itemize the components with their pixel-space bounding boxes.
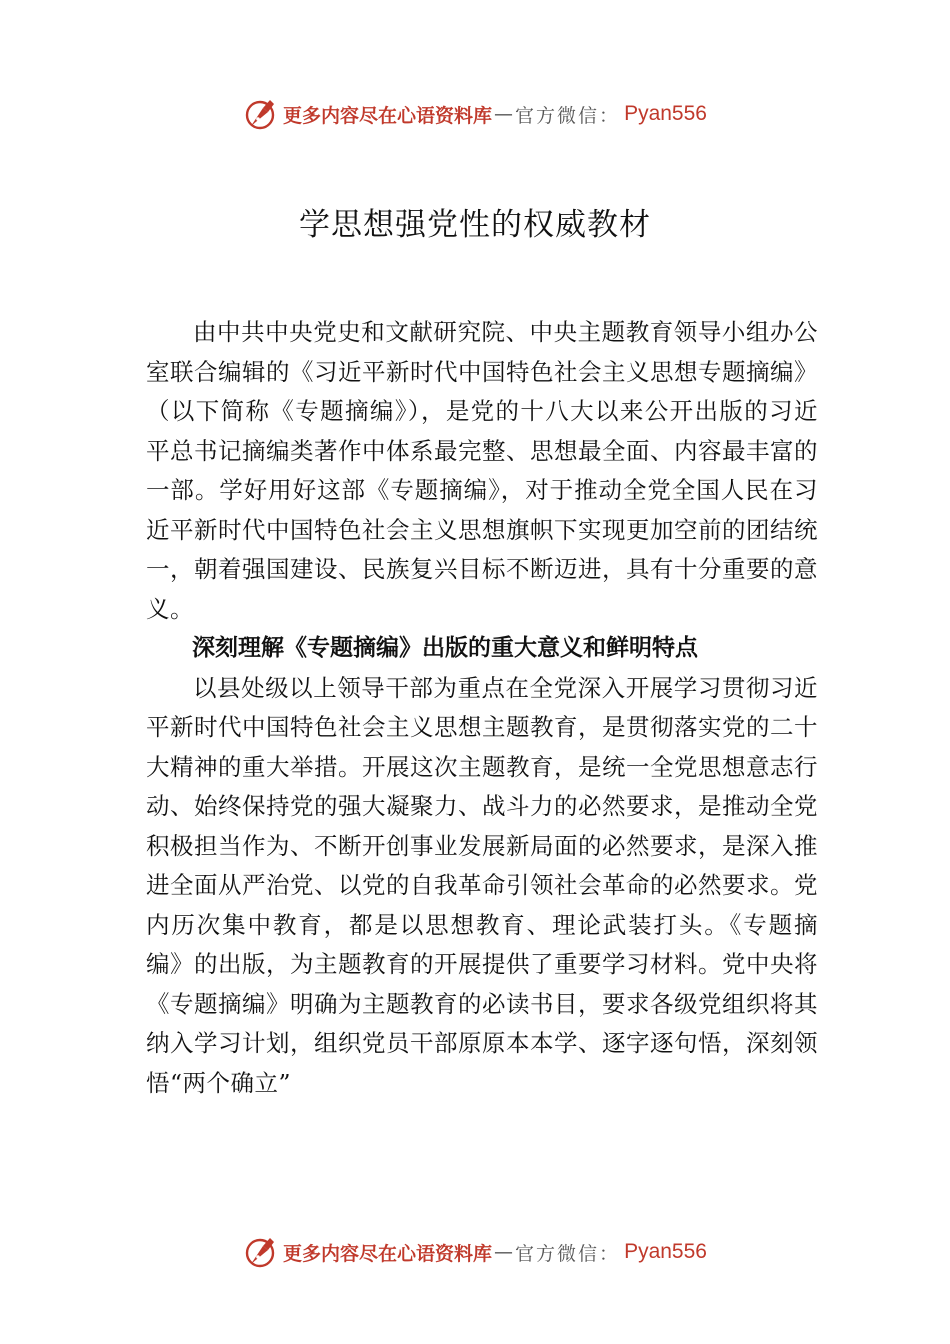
watermark-wechat-label: 官方微信： bbox=[515, 1242, 621, 1265]
body-paragraph-1: 由中共中央党史和文献研究院、中央主题教育领导小组办公室联合编辑的《习近平新时代中国特色社会主义思想专题摘编》（以下简称《专题摘编》），是党的十八大以来公开出版的习近平总书记摘编类著作中体系最完整、思想最全面、内容最丰富的一部。学好用好这部《专题摘编》，对于推动全党全国人民在习近平新时代中国特色社会主义思想旗帜下实现更加空前的团结统一，朝着强国建设、民族复兴目标不断迈进，具有十分重要的意义。 bbox=[146, 318, 818, 623]
watermark-site-text: 更多内容尽在心语资料库 bbox=[283, 1242, 493, 1265]
watermark-wechat-id: Pyan556 bbox=[624, 102, 707, 125]
watermark-site-text: 更多内容尽在心语资料库 bbox=[283, 104, 493, 127]
document-body bbox=[146, 313, 818, 1103]
footer-watermark bbox=[0, 1232, 950, 1272]
body-paragraph-2: 以县处级以上领导干部为重点在全党深入开展学习贯彻习近平新时代中国特色社会主义思想主题教育，是贯彻落实党的二十大精神的重大举措。开展这次主题教育，是统一全党思想意志行动、始终保持党的强大凝聚力、战斗力的必然要求，是推动全党积极担当作为、不断开创事业发展新局面的必然要求，是深入推进全面从严治党、以党的自我革命引领社会革命的必然要求。党内历次集中教育，都是以思想教育、理论武装打头。《专题摘编》的出版，为主题教育的开展提供了重要学习材料。党中央将《专题摘编》明确为主题教育的必读书目，要求各级党组织将其纳入学习计划，组织党员干部原原本本学、逐字逐句悟，深刻领悟“两个确立” bbox=[146, 673, 818, 1097]
watermark-dash: — bbox=[494, 103, 514, 125]
header-watermark bbox=[0, 94, 950, 134]
watermark-wechat-id: Pyan556 bbox=[624, 1240, 707, 1263]
pen-nib-logo-icon bbox=[243, 96, 279, 132]
watermark-dash: — bbox=[494, 1241, 514, 1263]
document-title: 学思想强党性的权威教材 bbox=[299, 207, 651, 243]
pen-nib-logo-icon bbox=[243, 1234, 279, 1270]
watermark-wechat-label: 官方微信： bbox=[515, 104, 621, 127]
section-heading: 深刻理解《专题摘编》出版的重大意义和鲜明特点 bbox=[192, 635, 698, 661]
